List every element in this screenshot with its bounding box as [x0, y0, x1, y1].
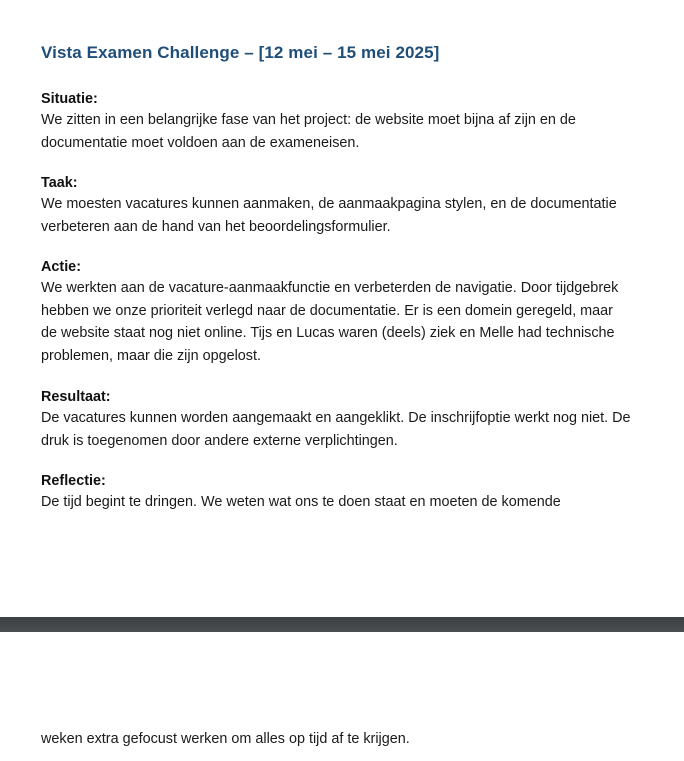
section-text: De tijd begint te dringen. We weten wat ons te doen staat en moeten de komende	[41, 494, 561, 510]
section-situatie	[41, 89, 641, 154]
page-separator	[0, 617, 684, 632]
document-page-2	[0, 632, 684, 761]
section-actie	[41, 257, 631, 367]
section-heading: Actie:	[41, 259, 81, 275]
section-heading: Reflectie:	[41, 473, 106, 489]
section-resultaat	[41, 387, 641, 452]
section-heading: Situatie:	[41, 91, 98, 107]
section-text: De vacatures kunnen worden aangemaakt en aangeklikt. De inschrijfoptie werkt nog niet. De druk is toegenomen door andere externe verplichtingen.	[41, 410, 631, 449]
section-text: We werkten aan de vacature-aanmaakfunctie en verbeterden de navigatie. Door tijdgebrek hebben we onze prioriteit verlegd naar de documentatie. Er is een domein geregeld, maar de website staat nog niet online. Tijs en Lucas waren (deels) ziek en Melle had technische problemen, maar die zijn opgelost.	[41, 280, 619, 364]
section-reflectie	[41, 471, 641, 514]
document-title: Vista Examen Challenge – [12 mei – 15 mei 2025]	[41, 43, 440, 62]
section-heading: Taak:	[41, 175, 78, 191]
section-text: We zitten in een belangrijke fase van het project: de website moet bijna af zijn en de documentatie moet voldoen aan de exameneisen.	[41, 112, 576, 151]
continued-text: weken extra gefocust werken om alles op tijd af te krijgen.	[41, 731, 410, 747]
section-taak	[41, 173, 641, 238]
section-heading: Resultaat:	[41, 389, 111, 405]
section-text: We moesten vacatures kunnen aanmaken, de aanmaakpagina stylen, en de documentatie verbeteren aan de hand van het beoordelingsformulier.	[41, 196, 617, 235]
